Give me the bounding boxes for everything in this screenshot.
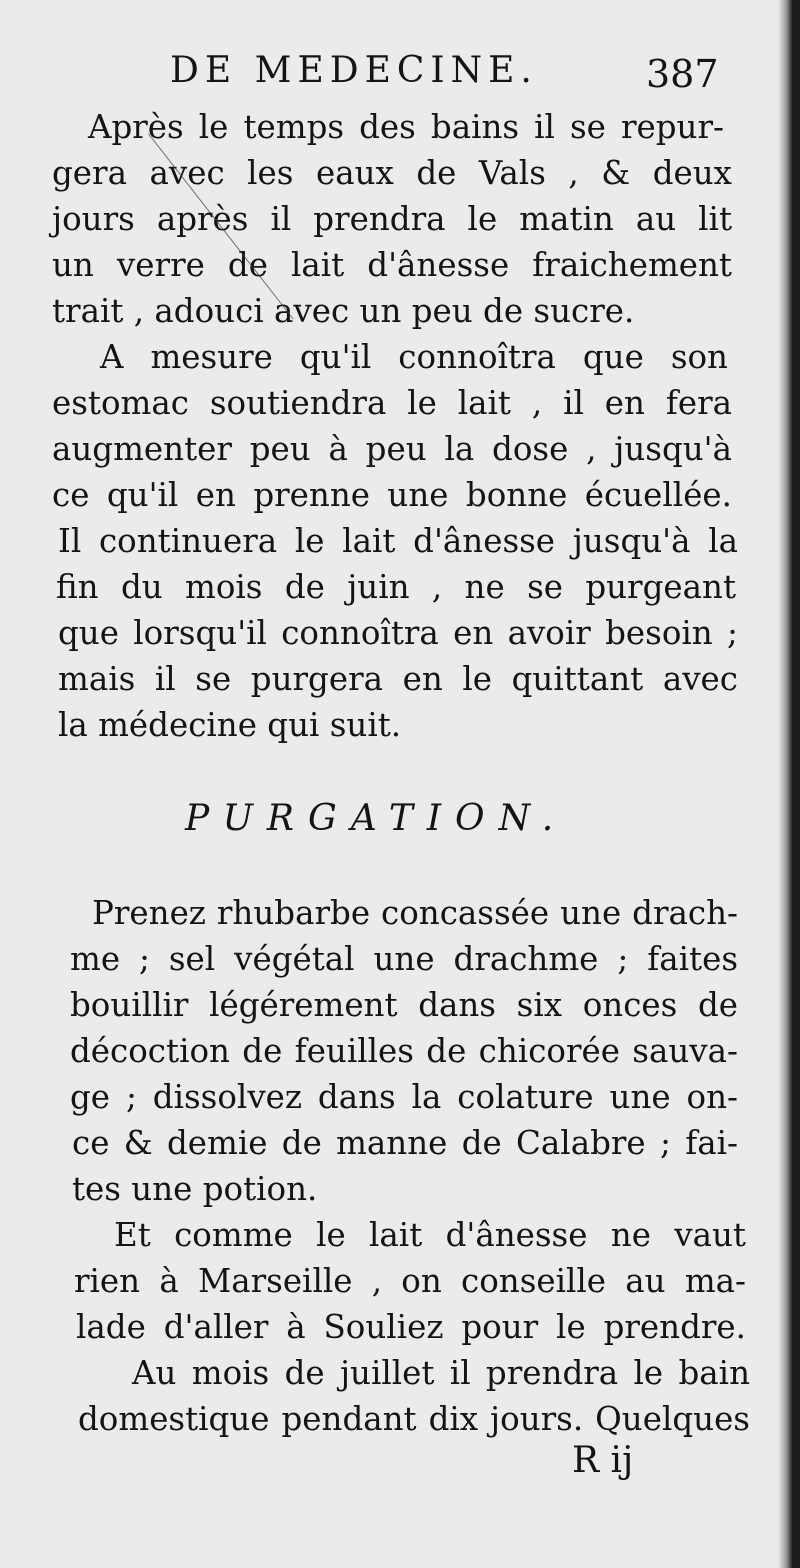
page-edge-shadow <box>778 0 792 1568</box>
text-line: Et comme le lait d'ânesse ne vaut <box>114 1216 746 1254</box>
text-line: décoction de feuilles de chicorée sauva- <box>70 1032 738 1070</box>
text-line: rien à Marseille , on conseille au ma- <box>74 1262 746 1300</box>
running-head: DE MEDECINE. <box>170 50 538 91</box>
text-line: Il continuera le lait d'ânesse jusqu'à la <box>58 522 738 560</box>
page-number: 387 <box>646 52 719 96</box>
text-line: ce qu'il en prenne une bonne écuellée. <box>52 476 732 514</box>
text-line: bouillir légérement dans six onces de <box>70 986 738 1024</box>
text-line: lade d'aller à Souliez pour le prendre. <box>76 1308 746 1346</box>
text-line: tes une potion. <box>72 1170 318 1208</box>
text-line: fin du mois de juin , ne se purgeant <box>56 568 736 606</box>
signature-mark: R ij <box>572 1440 634 1481</box>
section-heading: PURGATION. <box>185 798 568 839</box>
text-line: Prenez rhubarbe concassée une drach- <box>92 894 738 932</box>
text-line: mais il se purgera en le quittant avec <box>58 660 738 698</box>
text-line: domestique pendant dix jours. Quelques <box>78 1400 750 1438</box>
page-header <box>0 50 792 100</box>
text-line: ce & demie de manne de Calabre ; fai- <box>72 1124 738 1162</box>
text-line: la médecine qui suit. <box>58 706 402 744</box>
text-line: jours après il prendra le matin au lit <box>52 200 732 238</box>
text-line: trait , adouci avec un peu de sucre. <box>52 292 635 330</box>
text-line: un verre de lait d'ânesse fraichement <box>52 246 732 284</box>
text-line: Au mois de juillet il prendra le bain <box>132 1354 750 1392</box>
text-line: augmenter peu à peu la dose , jusqu'à <box>52 430 732 468</box>
text-line: gera avec les eaux de Vals , & deux <box>52 154 732 192</box>
text-line: ge ; dissolvez dans la colature une on- <box>70 1078 738 1116</box>
text-line: Après le temps des bains il se repur- <box>88 108 724 146</box>
text-line: me ; sel végétal une drachme ; faites <box>70 940 738 978</box>
text-line: estomac soutiendra le lait , il en fera <box>52 384 732 422</box>
text-line: A mesure qu'il connoîtra que son <box>100 338 728 376</box>
text-line: que lorsqu'il connoîtra en avoir besoin ; <box>58 614 738 652</box>
